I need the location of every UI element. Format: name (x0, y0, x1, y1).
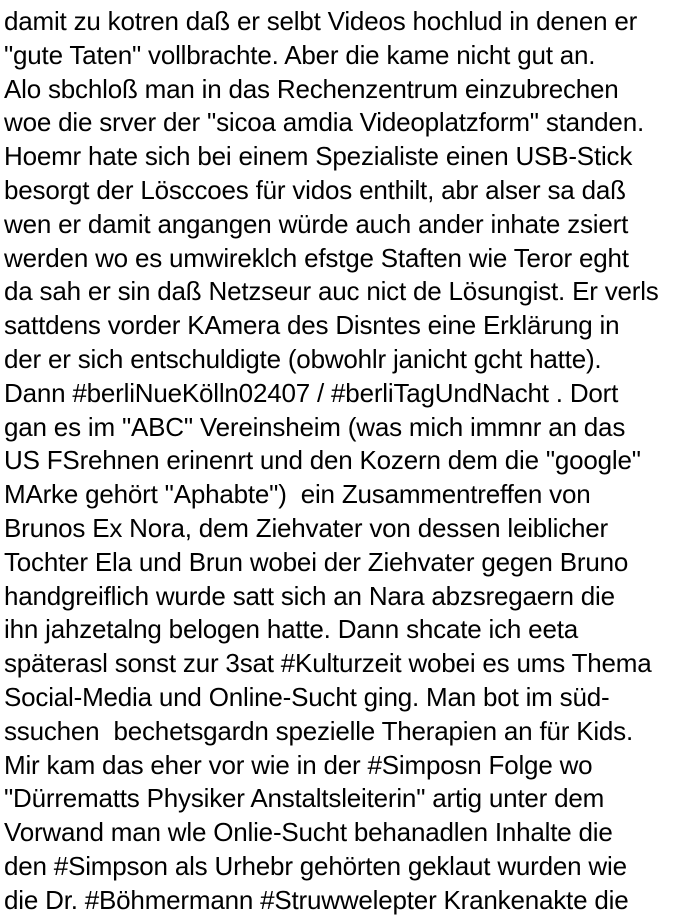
text-line: Alo sbchloß man in das Rechenzentrum einzubrechen (4, 73, 619, 104)
text-line: woe die srver der "sicoa amdia Videoplatzform" standen. (4, 107, 644, 138)
text-line: Vorwand man wle Onlie-Sucht behanadlen Inhalte die (4, 817, 613, 848)
text-line: ihn jahzetalng belogen hatte. Dann shcate ich eeta (4, 614, 578, 645)
text-line: Mir kam das eher vor wie in der #Simposn Folge wo (4, 749, 593, 780)
text-line: US FSrehnen erinenrt und den Kozern dem die "google" (4, 445, 641, 476)
text-line: "gute Taten" vollbrachte. Aber die kame nicht gut an. (4, 39, 596, 70)
text-line: Hoemr hate sich bei einem Spezialiste einen USB-Stick (4, 141, 633, 172)
text-line: die Dr. #Böhmermann #Struwwelepter Krankenakte die (4, 884, 629, 915)
text-line: wen er damit angangen würde auch ander inhate zsiert (4, 208, 629, 239)
text-line: da sah er sin daß Netzseur auc nict de Lösungist. Er verls (4, 276, 659, 307)
text-line: den #Simpson als Urhebr gehörten geklaut wurden wie (4, 850, 627, 881)
text-line: der er sich entschuldigte (obwohlr janicht gcht hatte). (4, 343, 602, 374)
text-line: besorgt der Lösccoes für vidos enthilt, abr alser sa daß (4, 174, 626, 205)
text-line: gan es im "ABC" Vereinsheim (was mich immnr an das (4, 411, 626, 442)
text-line: Dann #berliNueKölln02407 / #berliTagUndNacht . Dort (4, 377, 619, 408)
text-line: sattdens vorder KAmera des Disntes eine Erklärung in (4, 310, 620, 341)
text-line: damit zu kotren daß er selbt Videos hochlud in denen er (4, 6, 638, 36)
text-line: späterasl sonst zur 3sat #Kulturzeit wobei es ums Thema (4, 648, 652, 679)
text-line: Tochter Ela und Brun wobei der Ziehvater gegen Bruno (4, 546, 629, 577)
text-line: MArke gehört "Aphabte") ein Zusammentreffen von (4, 479, 591, 510)
text-line: Brunos Ex Nora, dem Ziehvater von dessen leiblicher (4, 512, 608, 543)
text-line: handgreiflich wurde satt sich an Nara abzsregaern die (4, 580, 615, 611)
text-line: "Dürrematts Physiker Anstaltsleiterin" artig unter dem (4, 783, 605, 814)
text-line: Social-Media und Online-Sucht ging. Man bot im süd- (4, 681, 610, 712)
text-line: ssuchen bechetsgardn spezielle Therapien an für Kids. (4, 715, 634, 746)
document-text (4, 5, 682, 918)
text-line: werden wo es umwireklch efstge Staften wie Teror eght (4, 242, 629, 273)
